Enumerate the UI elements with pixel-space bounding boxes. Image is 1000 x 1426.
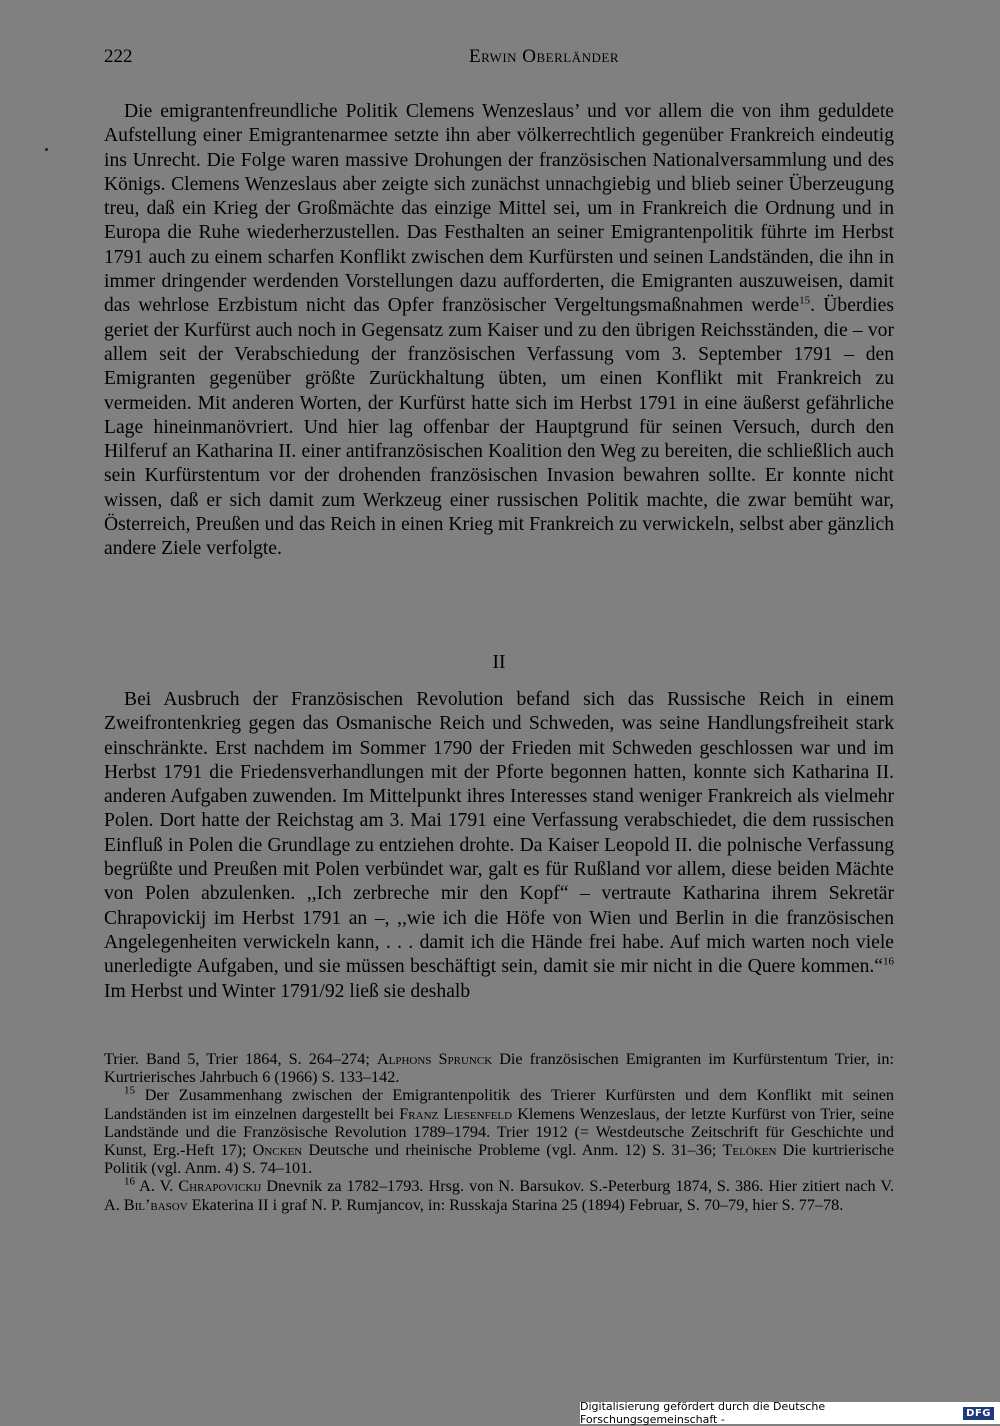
footnote-continuation: Trier. Band 5, Trier 1864, S. 264–274; Alphons Sprunck Die französischen Emigranten im Kurfürstentum Trier, in: Kurtrierisches Jahrbuch 6 (1966) S. 133–142. [104, 1050, 894, 1087]
body-section-2 [104, 688, 894, 1004]
paragraph: Die emigrantenfreundliche Politik Clemens Wenzeslaus’ und vor allem die von ihm geduldete Aufstellung einer Emigrantenarmee setzte ihn aber völkerrechtlich gegenüber Frankreich eindeutig ins Unrecht. Die Folge waren massive Drohungen der französischen Nationalversammlung und des Königs. Clemens Wenzeslaus aber zeigte sich zunächst unnachgiebig und blieb seiner Überzeugung treu, daß ein Krieg der Großmächte das einzige Mittel sei, um in Frankreich die Ordnung und in Europa die Ruhe wiederherzustellen. Das Festhalten an seiner Emigrantenpolitik führte im Herbst 1791 auch zu einem scharfen Konflikt zwischen dem Kurfürsten und seinen Landständen, die ihn in immer dringender werdenden Vorstellungen dazu aufforderten, die Emigranten auszuweisen, damit das wehrlose Erzbistum nicht das Opfer französischer Vergeltungsmaßnahmen werde$^{15}$. Überdies geriet der Kurfürst auch noch in Gegensatz zum Kaiser und zu den übrigen Reichsständen, die – vor allem seit der Verabschiedung der französischen Verfassung vom 3. September 1791 – den Emigranten gegenüber größte Zurückhaltung übten, um einen Konflikt mit Frankreich zu vermeiden. Mit anderen Worten, der Kurfürst hatte sich im Herbst 1791 in eine äußerst gefährliche Lage hineinmanövriert. Und hier lag offenbar der Hauptgrund für seinen Versuch, durch den Hilferuf an Katharina II. einer antifranzösischen Koalition den Weg zu bereiten, die schließlich auch sein Kurfürstentum vor der drohenden französischen Invasion bewahren sollte. Er konnte nicht wissen, daß er sich damit zum Werkzeug einer russischen Politik machte, die zwar bemüht war, Österreich, Preußen und das Reich in einen Krieg mit Frankreich zu verwickeln, selbst aber gänzlich andere Ziele verfolgte. [104, 101, 894, 560]
dfg-logo-icon: DFG [963, 1407, 994, 1420]
footnote-ref: 16 [883, 955, 894, 968]
footnotes [104, 1050, 894, 1214]
funding-footer [580, 1402, 1000, 1424]
footnote-ref: 15 [799, 294, 811, 307]
page-header [104, 46, 894, 76]
page-number: 222 [104, 46, 133, 67]
footnote-16: $^{16}$ A. V. Chrapovickij Dnevnik za 1782–1793. Hrsg. von N. Barsukov. S.-Peterburg 1874, S. 386. Hier zitiert nach V. A. Bil’basov Ekaterina II i graf N. P. Rumjancov, in: Russkaja Starina 25 (1894) Februar, S. 70–79, hier S. 77–78. [104, 1176, 894, 1214]
section-heading: II [492, 652, 506, 673]
body-section-1 [104, 100, 894, 562]
paragraph: Bei Ausbruch der Französischen Revolution befand sich das Russische Reich in einem Zweifrontenkrieg gegen das Osmanische Reich und Schweden, was seine Handlungsfreiheit stark einschränkte. Erst nachdem im Sommer 1790 der Frieden mit Schweden geschlossen war und im Herbst 1791 die Friedensverhandlungen mit der Pforte begonnen hatten, konnte sich Katharina II. anderen Aufgaben zuwenden. Im Mittelpunkt ihres Interesses stand weniger Frankreich als vielmehr Polen. Dort hatte der Reichstag am 3. Mai 1791 eine Verfassung verabschiedet, die dem russischen Einfluß in Polen die Grundlage zu entziehen drohte. Da Kaiser Leopold II. die polnische Verfassung begrüßte und Preußen mit Polen verbündet war, galt es für Rußland vor allem, diese beiden Mächte von Polen abzulenken. ,,Ich zerbreche mir den Kopf“ – vertraute Katharina ihrem Sekretär Chrapovickij im Herbst 1791 an –, ,,wie ich die Höfe von Wien und Berlin in die französischen Angelegenheiten verwickeln kann, . . . damit ich die Hände frei habe. Auf mich warten noch viele unerledigte Aufgaben, und sie müssen beschäftigt sein, damit sie mir nicht in die Quere kommen.“$^{16}$ Im Herbst und Winter 1791/92 ließ sie deshalb [104, 689, 894, 1002]
footnote-15: $^{15}$ Der Zusammenhang zwischen der Emigrantenpolitik des Trierer Kurfürsten und dem Konflikt mit seinen Landständen ist im einzelnen dargestellt bei Franz Liesenfeld Klemens Wenzeslaus, der letzte Kurfürst von Trier, seine Landstände und die Französische Revolution 1789–1794. Trier 1912 (= Westdeutsche Zeitschrift für Geschichte und Kunst, Erg.-Heft 17); Oncken Deutsche und rheinische Probleme (vgl. Anm. 12) S. 31–36; Telöken Die kurtrierische Politik (vgl. Anm. 4) S. 74–101. [104, 1085, 895, 1178]
margin-speck [45, 148, 48, 151]
running-head: Erwin Oberländer [468, 46, 620, 67]
funding-note: Digitalisierung gefördert durch die Deutsche Forschungsgemeinschaft - [580, 1400, 826, 1426]
